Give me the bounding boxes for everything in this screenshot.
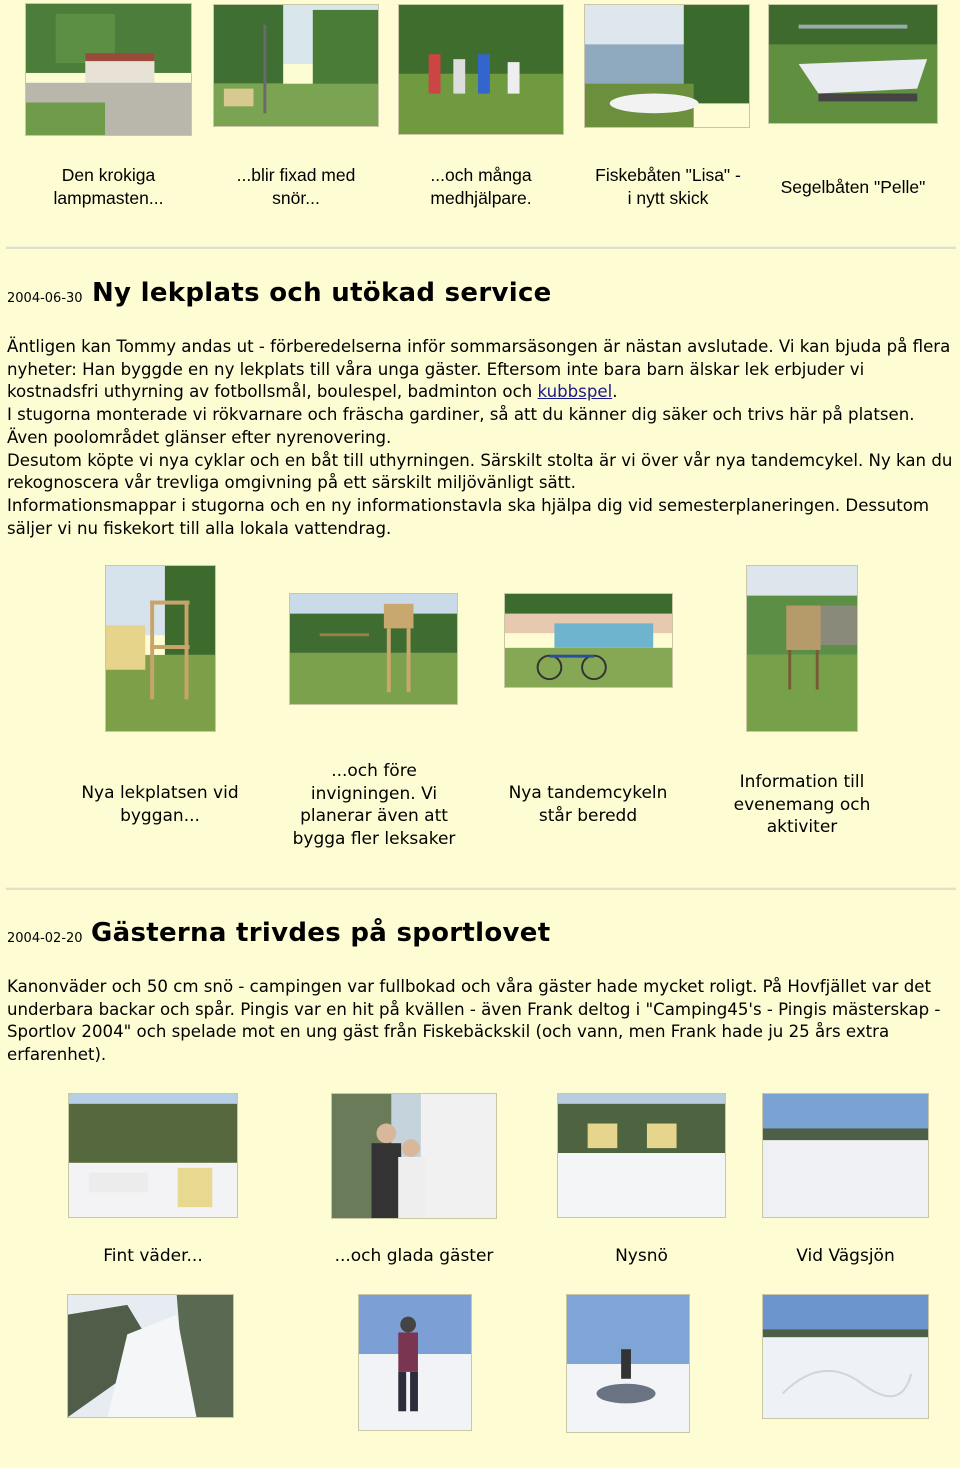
caption-lamp-post: Den krokiga lampmasten... [53,165,164,208]
photo-ski-slope [67,1294,234,1418]
photo-rope-fix [213,4,379,127]
article-title: Ny lekplats och utökad service [92,278,552,308]
caption-happy-guests: ...och glada gäster [334,1246,494,1266]
paragraph: Äntligen kan Tommy andas ut - förberedelserna inför sommarsäsongen är nästan avslutade. Vi kan bjuda på flera nyheter: Han byggde en ny lekplats till våra unga gäster. Eftersom inte bara barn älskar lek erbjuder vi kostnadsfri uthyrning av fotbollsmål, boulespel, badminton och kubbspel. [7,337,951,402]
paragraph: Informationsmappar i stugorna och en ny informationstavla ska hjälpa dig vid semesterplaneringen. Dessutom säljer vi nu fiskekort till alla lokala vattendrag. [7,495,930,538]
caption-fine-weather: Fint väder... [103,1246,203,1266]
photo-sailboat [768,4,938,124]
photo-fishing-boat [584,4,750,128]
photo-skier [358,1294,472,1431]
photo-fine-weather [68,1093,238,1218]
photo-new-snow [557,1093,726,1218]
caption-rope-fix: ...blir fixad med snör... [236,165,356,208]
caption-info-board: Information till evenemang och aktiviter [733,772,871,837]
article-title: Gästerna trivdes på sportlovet [91,918,551,948]
article-date: 2004-06-30 [7,291,83,306]
paragraph: Kanonväder och 50 cm snö - campingen var fullbokad och våra gäster hade mycket roligt. På Hovfjället var det underbara backar och spår. Pingis var en hit på kvällen - även Frank deltog i "Camping45's - Pingis mästerskap - Sportlov 2004" och spelade mot en ung gäst från Fiskebäckskil (och vann, men Frank hade ju 25 års extra erfarenhet). [7,977,941,1065]
divider [6,887,956,890]
photo-snow-ramp [566,1294,690,1433]
kubbspel-link[interactable]: kubbspel [537,382,613,402]
paragraph: Desutom köpte vi nya cyklar och en båt till uthyrningen. Särskilt stolta är vi över vår nya tandemcykel. Ny kan du rekognoscera vår trevliga omgivning på ett särskilt miljövänligt sätt. [7,450,953,493]
caption-fishing-boat: Fiskebåten "Lisa" - i nytt skick [595,165,741,208]
article-body [7,976,957,1067]
article-body [7,336,957,540]
paragraph: I stugorna monterade vi rökvarnare och fräscha gardiner, så att du känner dig säker och trivs här på platsen. Även poolområdet glänser efter nyrenovering. [7,405,915,447]
caption-playground-barn: Nya lekplatsen vid byggan... [81,783,239,826]
photo-playground-before [289,593,458,705]
photo-playground-barn [105,565,216,732]
photo-snow-tracks [762,1294,929,1419]
caption-new-snow: Nysnö [615,1246,668,1266]
photo-vagsjon [762,1093,929,1218]
caption-vagsjon: Vid Vägsjön [796,1246,895,1266]
caption-tandem-bike: Nya tandemcykeln står beredd [508,783,668,826]
photo-lamp-post [25,3,192,136]
caption-playground-before: ...och före invigningen. Vi planerar även att bygga fler leksaker [292,761,456,849]
photo-happy-guests [331,1093,497,1219]
photo-info-board [746,565,858,732]
caption-sailboat: Segelbåten "Pelle" [780,177,926,197]
article-date: 2004-02-20 [7,931,83,946]
photo-tandem-bike [504,593,673,688]
caption-helpers: ...och många medhjälpare. [430,165,532,208]
divider [6,246,956,249]
photo-helpers [398,4,564,135]
